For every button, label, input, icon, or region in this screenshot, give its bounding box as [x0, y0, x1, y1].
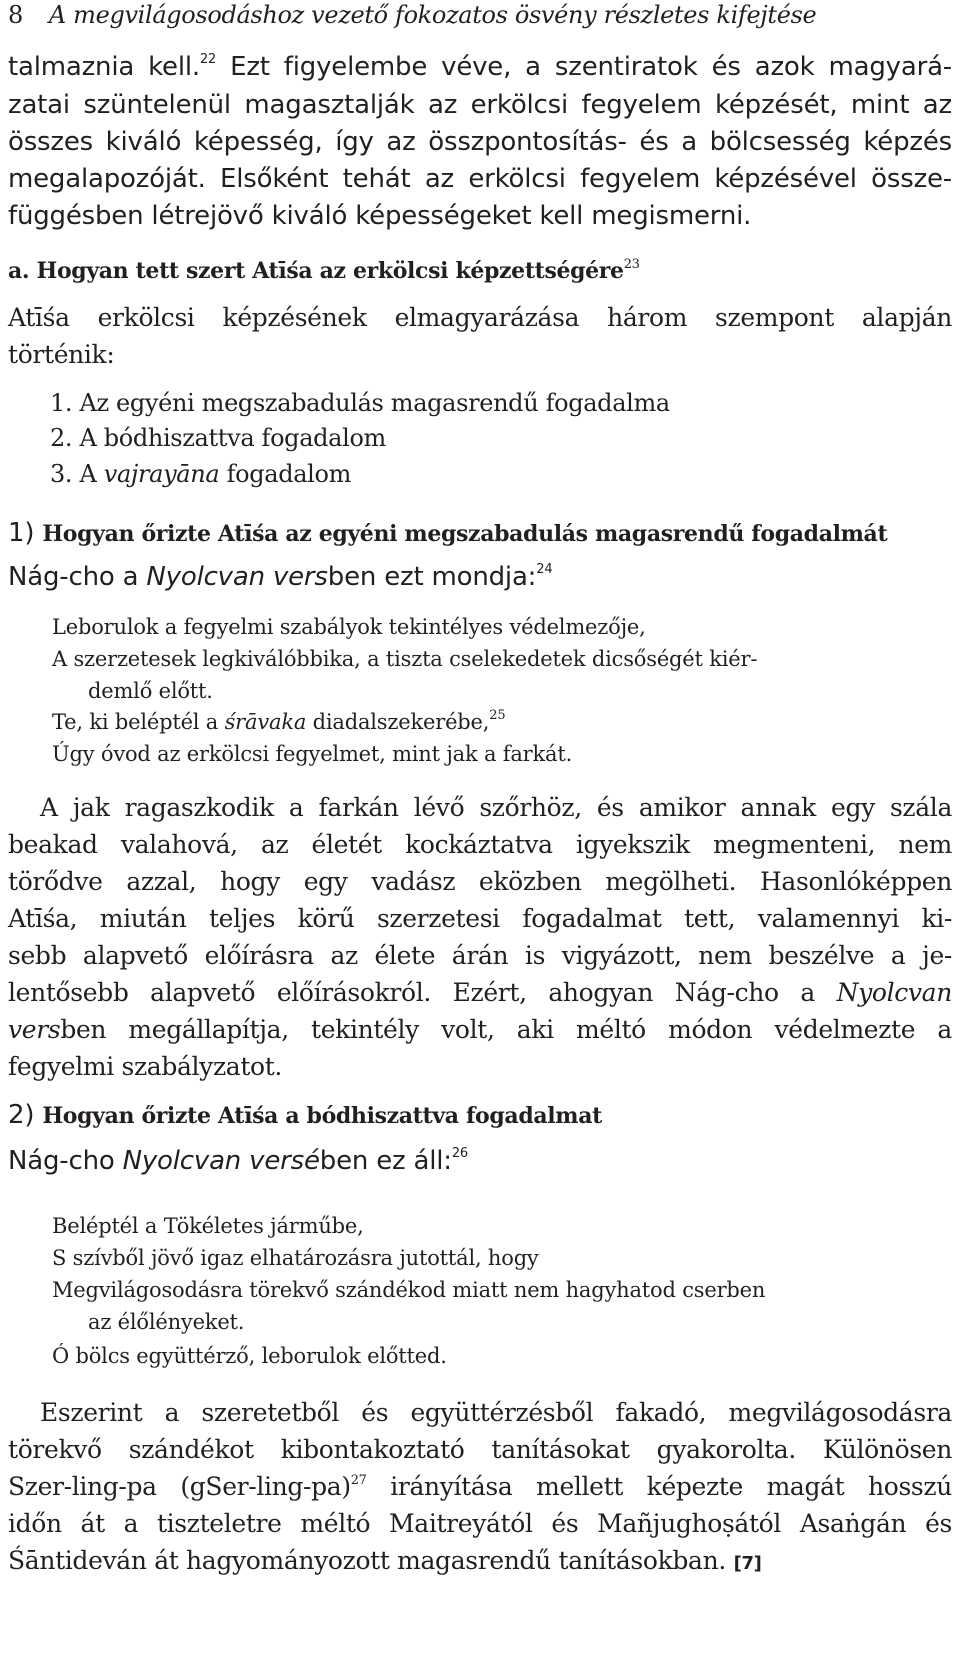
intro-line-1: talmaznia kell.$^{22}$ Ezt figyelembe véve, a szentiratok és azok magyará-: [8, 52, 952, 82]
verse-1-line-2: A szerzetesek legkiválóbbika, a tiszta cselekedetek dicsőségét kiér-: [52, 647, 758, 671]
footnote-ref-22[interactable]: 22: [199, 52, 217, 68]
running-title: A megvilágosodáshoz vezető fokozatos ösvény részletes kifejtése: [48, 1, 817, 29]
footnote-ref-26[interactable]: 26: [451, 1146, 469, 1162]
list-item-2: 2. A bódhiszattva fogadalom: [50, 424, 386, 452]
verse-2-line-1: Beléptél a Tökéletes járműbe,: [52, 1214, 364, 1238]
para-2-line-1: Eszerint a szeretetből és együttérzésből fakadó, megvilágosodásra: [40, 1398, 952, 1427]
para-1-line-4: Atīśa, miután teljes körű szerzetesi fogadalmat tett, valamennyi ki-: [8, 904, 952, 933]
intro-line-2: zatai szüntelenül magasztalják az erkölcsi fegyelem képzését, mint az: [8, 90, 952, 120]
verse-1-line-3: demlő előtt.: [88, 679, 213, 703]
page-number: 8: [8, 1, 23, 29]
running-header: [8, 0, 816, 30]
verse-2-line-4: az élőlényeket.: [88, 1310, 245, 1334]
para-1-line-3: törődve azzal, hogy egy vadász eközben megölheti. Hasonlóképpen: [8, 867, 952, 896]
verse-1-line-4: Te, ki beléptél a śrāvaka diadalszekerébe,$^{25}$: [52, 708, 506, 734]
para-2-line-4: időn át a tiszteletre méltó Maitreyától és Mañjughoṣától Asaṅgán és: [8, 1509, 952, 1538]
para-2-line-3: Szer-ling-pa (gSer-ling-pa)$^{27}$ irányítása mellett képezte magát hosszú: [8, 1472, 952, 1501]
section-2-heading: 2) Hogyan őrizte Atīśa a bódhiszattva fogadalmat: [8, 1100, 602, 1130]
section-2-intro: Nág-cho Nyolcvan versében ez áll:$^{26}$: [8, 1146, 469, 1176]
verse-1-line-5: Úgy óvod az erkölcsi fegyelmet, mint jak a farkát.: [52, 742, 573, 766]
section-1-intro: Nág-cho a Nyolcvan versben ezt mondja:$^{24}$: [8, 562, 553, 592]
section-a-text-1: Atīśa erkölcsi képzésének elmagyarázása három szempont alapján: [8, 303, 952, 332]
footnote-ref-25[interactable]: 25: [489, 708, 506, 723]
verse-2-line-3: Megvilágosodásra törekvő szándékod miatt nem hagyhatod cserben: [52, 1278, 766, 1302]
page-reference-marker: [7]: [733, 1553, 762, 1574]
verse-1-line-1: Leborulok a fegyelmi szabályok tekintélyes védelmezője,: [52, 615, 646, 639]
intro-line-5: függésben létrejövő kiváló képességeket kell megismerni.: [8, 201, 752, 231]
para-2-line-2: törekvő szándékot kibontakoztató tanításokat gyakorolta. Különösen: [8, 1435, 952, 1464]
intro-line-3: összes kiváló képesség, így az összpontosítás- és a bölcsesség képzés: [8, 127, 952, 157]
section-a-heading: a. Hogyan tett szert Atīśa az erkölcsi képzettségére$^{23}$: [8, 256, 640, 284]
para-1-line-8: fegyelmi szabályzatot.: [8, 1052, 283, 1081]
footnote-ref-27[interactable]: 27: [350, 1472, 367, 1488]
para-2-line-5: Śāntideván át hagyományozott magasrendű tanításokban. [7]: [8, 1546, 762, 1575]
footnote-ref-24[interactable]: 24: [536, 562, 553, 578]
list-item-3: 3. A vajrayāna fogadalom: [50, 460, 352, 488]
para-1-line-5: sebb alapvető előírásra az élete árán is vigyázott, nem beszélve a je-: [8, 941, 952, 970]
para-1-line-2: beakad valahová, az életét kockáztatva igyekszik megmenteni, nem: [8, 830, 952, 859]
para-1-line-7: versben megállapítja, tekintély volt, aki méltó módon védelmezte a: [8, 1015, 952, 1044]
section-1-heading: 1) Hogyan őrizte Atīśa az egyéni megszabadulás magasrendű fogadalmát: [8, 518, 888, 548]
footnote-ref-23[interactable]: 23: [623, 256, 640, 272]
para-1-line-6: lentősebb alapvető előírásokról. Ezért, ahogyan Nág-cho a Nyolcvan: [8, 978, 952, 1007]
section-a-text-2: történik:: [8, 340, 115, 369]
para-1-line-1: A jak ragaszkodik a farkán lévő szőrhöz, és amikor annak egy szála: [40, 793, 952, 822]
list-item-1: 1. Az egyéni megszabadulás magasrendű fogadalma: [50, 389, 670, 417]
verse-2-line-2: S szívből jövő igaz elhatározásra jutottál, hogy: [52, 1246, 539, 1270]
verse-2-line-5: Ó bölcs együttérző, leborulok előtted.: [52, 1344, 447, 1368]
intro-line-4: megalapozóját. Elsőként tehát az erkölcsi fegyelem képzésével össze-: [8, 164, 952, 194]
